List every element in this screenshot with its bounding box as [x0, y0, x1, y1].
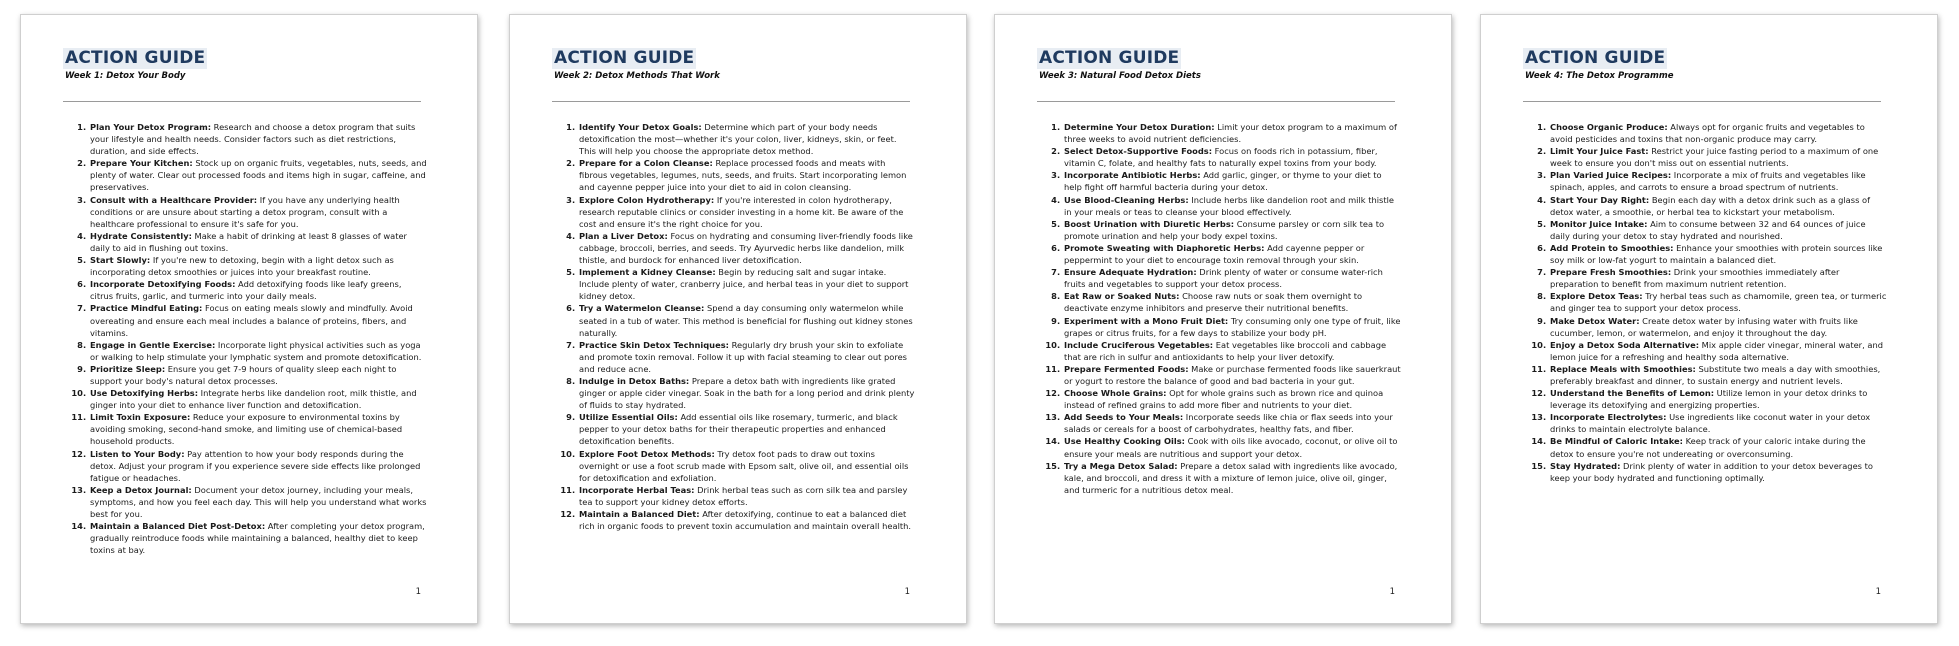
item-label: Incorporate Herbal Teas: [579, 484, 695, 495]
item-text: Incorporate seeds like chia or flax seeds into your salads or cereals for a boost of carbohydrates, healthy fats, and fiber. [1064, 412, 1393, 435]
item-text: Try herbal teas such as chamomile, green tea, or turmeric and ginger tea to support your detox process. [1550, 291, 1887, 314]
item-label: Ensure Adequate Hydration: [1064, 267, 1197, 278]
item-label: Maintain a Balanced Diet: [579, 509, 700, 519]
item-label: Explore Foot Detox Methods: [579, 448, 715, 459]
page-subtitle: Week 2: Detox Methods That Work [554, 71, 720, 81]
list-item [1063, 290, 1401, 314]
item-label: Use Blood-Cleaning Herbs: [1064, 194, 1189, 205]
item-label: Limit Toxin Exposure: [90, 412, 191, 423]
item-label: Promote Sweating with Diaphoretic Herbs: [1064, 242, 1265, 253]
item-text: Try detox foot pads to draw out toxins overnight or use a foot scrub made with Epsom salt, olive oil, and essential oils for detoxification and exfoliation. [579, 448, 909, 483]
item-label: Be Mindful of Caloric Intake: [1550, 436, 1684, 447]
item-text: Pay attention to how your body responds during the detox. Adjust your program if you experience severe side effects like prolonged fatigue or headaches. [90, 448, 421, 483]
item-label: Replace Meals with Smoothies: [1550, 363, 1696, 374]
item-label: Understand the Benefits of Lemon: [1550, 388, 1715, 399]
item-label: Determine Your Detox Duration: [1064, 122, 1215, 132]
page-number: 1 [1389, 587, 1395, 597]
item-label: Stay Hydrated: [1550, 460, 1621, 471]
item-label: Choose Organic Produce: [1550, 122, 1668, 132]
page-week-2 [509, 14, 967, 624]
list-item [1063, 411, 1401, 435]
list-item [578, 411, 916, 447]
page-week-3 [994, 14, 1452, 624]
item-text: Add essential oils like rosemary, turmeric, and black pepper to your detox baths for their therapeutic properties and enhanced detoxification benefits. [579, 412, 898, 447]
list-item [1549, 266, 1887, 290]
page-subtitle: Week 3: Natural Food Detox Diets [1039, 71, 1201, 81]
list-item [89, 121, 427, 157]
item-text: Substitute two meals a day with smoothies, preferably breakfast and dinner, to sustain energy and nutrient levels. [1550, 363, 1881, 386]
list-item [1549, 145, 1887, 169]
item-label: Prepare Your Kitchen: [90, 158, 193, 169]
list-item [1063, 339, 1401, 363]
list-item [89, 302, 427, 338]
list-item [1063, 145, 1401, 169]
item-text: Stock up on organic fruits, vegetables, nuts, seeds, and plenty of water. Clear out processed foods and items high in sugar, caffeine, and preservatives. [90, 158, 427, 193]
item-text: Eat vegetables like broccoli and cabbage that are rich in sulfur and antioxidants to help your liver detoxify. [1064, 339, 1387, 362]
item-label: Identify Your Detox Goals: [579, 122, 702, 132]
item-text: Incorporate light physical activities such as yoga or walking to help stimulate your lymphatic system and promote detoxification. [90, 339, 422, 362]
item-label: Include Cruciferous Vegetables: [1064, 339, 1214, 350]
page-week-1 [20, 14, 478, 624]
item-label: Practice Mindful Eating: [90, 303, 203, 314]
header-divider [1037, 101, 1395, 102]
item-label: Enjoy a Detox Soda Alternative: [1550, 339, 1700, 350]
item-text: Try consuming only one type of fruit, like grapes or citrus fruits, for a few days to stabilize your body pH. [1064, 315, 1401, 338]
item-text: Drink plenty of water in addition to your detox beverages to keep your body hydrated and functioning optimally. [1550, 460, 1873, 483]
item-text: Incorporate a mix of fruits and vegetables like spinach, apples, and carrots to ensure a broad spectrum of nutrients. [1550, 170, 1866, 193]
item-text: Focus on hydrating and consuming liver-friendly foods like cabbage, broccoli, berries, and seeds. Try Ayurvedic herbs like dandelion, milk thistle, and burdock for enhanced liver detoxification. [579, 230, 913, 266]
item-text: Drink your smoothies immediately after preparation to benefit from maximum nutrient retention. [1550, 267, 1840, 290]
item-label: Select Detox-Supportive Foods: [1064, 146, 1213, 157]
list-item [578, 484, 916, 508]
list-item [89, 520, 427, 556]
list-item [578, 230, 916, 266]
item-text: After completing your detox program, gradually reintroduce foods while maintaining a balanced, healthy diet to keep toxins at bay. [90, 521, 425, 556]
list-item [1549, 315, 1887, 339]
item-text: Cook with oils like avocado, coconut, or olive oil to ensure your meals are nutritious and support your detox. [1064, 436, 1398, 459]
item-label: Keep a Detox Journal: [90, 484, 192, 495]
item-label: Maintain a Balanced Diet Post-Detox: [90, 521, 266, 532]
list-item [1549, 363, 1887, 387]
list-item [578, 157, 916, 193]
item-text: Prepare a detox salad with ingredients like avocado, kale, and broccoli, and dress it with a mixture of lemon juice, olive oil, ginger, and turmeric for a nutritious detox meal. [1064, 460, 1398, 495]
list-item [1063, 460, 1401, 496]
item-text: Replace processed foods and meats with fibrous vegetables, legumes, nuts, seeds, and fruits. Start incorporating lemon and cayenne pepper juice into your diet to aid in colon cleansing. [579, 158, 907, 193]
list-item [1549, 290, 1887, 314]
item-label: Prepare Fresh Smoothies: [1550, 267, 1672, 278]
list-item [1549, 218, 1887, 242]
page-header [1523, 48, 1673, 81]
item-label: Hydrate Consistently: [90, 230, 192, 241]
list-item [1549, 339, 1887, 363]
list-item [1063, 194, 1401, 218]
page-subtitle: Week 4: The Detox Programme [1525, 71, 1674, 81]
item-text: Integrate herbs like dandelion root, milk thistle, and ginger into your diet to enhance liver function and detoxification. [90, 388, 417, 411]
item-label: Use Healthy Cooking Oils: [1064, 436, 1185, 447]
item-label: Indulge in Detox Baths: [579, 375, 690, 386]
item-label: Limit Your Juice Fast: [1550, 146, 1649, 157]
item-label: Eat Raw or Soaked Nuts: [1064, 291, 1180, 302]
item-label: Plan Varied Juice Recipes: [1550, 170, 1672, 181]
item-label: Try a Mega Detox Salad: [1064, 460, 1178, 471]
action-list [1037, 121, 1401, 496]
item-label: Start Your Day Right: [1550, 194, 1650, 205]
item-text: Opt for whole grains such as brown rice and quinoa instead of refined grains to add more fiber and nutrients to your diet. [1064, 388, 1384, 411]
header-divider [552, 101, 910, 102]
item-label: Add Seeds to Your Meals: [1064, 412, 1184, 423]
item-label: Prioritize Sleep: [90, 363, 166, 374]
list-item [89, 254, 427, 278]
list-item [1549, 460, 1887, 484]
action-list [552, 121, 916, 532]
item-label: Incorporate Electrolytes: [1550, 412, 1667, 423]
item-text: Begin each day with a detox drink such as a glass of detox water, a smoothie, or herbal tea to kickstart your metabolism. [1550, 194, 1871, 217]
item-text: Research and choose a detox program that suits your lifestyle and health needs. Consider factors such as diet restrictions, duration, and side effects. [90, 122, 416, 157]
item-label: Plan Your Detox Program: [90, 122, 212, 132]
list-item [1063, 121, 1401, 145]
item-label: Implement a Kidney Cleanse: [579, 267, 716, 278]
item-text: Keep track of your caloric intake during the detox to ensure you're not undereating or overconsuming. [1550, 436, 1866, 459]
item-text: Determine which part of your body needs detoxification the most—whether it's your colon, liver, kidneys, skin, or feet. This will help you choose the appropriate detox method. [579, 122, 897, 157]
item-label: Monitor Juice Intake: [1550, 218, 1648, 229]
item-label: Boost Urination with Diuretic Herbs: [1064, 218, 1235, 229]
page-header [1037, 48, 1201, 81]
list-item [89, 448, 427, 484]
item-label: Experiment with a Mono Fruit Diet: [1064, 315, 1229, 326]
item-text: Add detoxifying foods like leafy greens, citrus fruits, garlic, and turmeric into your daily meals. [90, 279, 402, 302]
item-label: Add Protein to Smoothies: [1550, 242, 1674, 253]
action-list [1523, 121, 1887, 484]
item-label: Incorporate Detoxifying Foods: [90, 279, 236, 290]
item-text: Create detox water by infusing water with fruits like cucumber, lemon, or watermelon, and enjoy it throughout the day. [1550, 315, 1858, 338]
item-label: Explore Detox Teas: [1550, 291, 1643, 302]
list-item [89, 157, 427, 193]
item-label: Choose Whole Grains: [1064, 388, 1167, 399]
list-item [89, 387, 427, 411]
list-item [1063, 363, 1401, 387]
list-item [578, 339, 916, 375]
item-label: Listen to Your Body: [90, 448, 185, 459]
item-text: If you're interested in colon hydrotherapy, research reputable clinics or consider investing in a home kit. Be aware of the cost and ensure it's the right choice for you. [579, 194, 904, 229]
item-text: If you're new to detoxing, begin with a light detox such as incorporating detox smoothies or juices into your breakfast routine. [90, 255, 394, 278]
item-text: Make or purchase fermented foods like sauerkraut or yogurt to restore the balance of good and bad bacteria in your gut. [1064, 363, 1401, 386]
item-text: Document your detox journey, including your meals, symptoms, and how you feel each day. This will help you understand what works best for you. [90, 484, 427, 519]
page-week-4 [1480, 14, 1938, 624]
item-text: Use ingredients like coconut water in your detox drinks to maintain electrolyte balance. [1550, 412, 1871, 435]
list-item [1549, 169, 1887, 193]
list-item [89, 230, 427, 254]
list-item [1063, 218, 1401, 242]
list-item [1549, 387, 1887, 411]
item-text: Begin by reducing salt and sugar intake. Include plenty of water, cranberry juice, and herbal teas in your diet to support kidney detox. [579, 267, 909, 302]
item-label: Plan a Liver Detox: [579, 230, 668, 241]
list-item [1063, 387, 1401, 411]
item-label: Explore Colon Hydrotherapy: [579, 194, 715, 205]
item-label: Make Detox Water: [1550, 315, 1640, 326]
item-label: Use Detoxifying Herbs: [90, 388, 199, 399]
page-title: ACTION GUIDE [1525, 48, 1666, 68]
item-text: Drink plenty of water or consume water-rich fruits and vegetables to support your detox process. [1064, 267, 1383, 290]
item-text: If you have any underlying health conditions or are unsure about starting a detox program, consult with a healthcare professional to ensure it's safe for you. [90, 194, 400, 229]
page-header [552, 48, 720, 81]
item-text: Limit your detox program to a maximum of three weeks to avoid nutrient deficiencies. [1064, 122, 1397, 145]
list-item [578, 266, 916, 302]
list-item [1549, 435, 1887, 459]
list-item [578, 302, 916, 338]
item-text: Add cayenne pepper or peppermint to your diet to encourage toxin removal through your skin. [1064, 242, 1365, 266]
item-label: Try a Watermelon Cleanse: [579, 303, 705, 314]
item-text: Regularly dry brush your skin to exfoliate and promote toxin removal. Follow it up with facial steaming to clear out pores and reduce acne. [579, 339, 907, 374]
list-item [1063, 266, 1401, 290]
item-text: Mix apple cider vinegar, mineral water, and lemon juice for a refreshing and healthy soda alternative. [1550, 339, 1883, 362]
page-title: ACTION GUIDE [554, 48, 695, 68]
list-item [1549, 194, 1887, 218]
item-text: Prepare a detox bath with ingredients like grated ginger or apple cider vinegar. Soak in the bath for a long period and drink plenty of fluids to stay hydrated. [579, 375, 915, 411]
list-item [1063, 169, 1401, 193]
list-item [89, 411, 427, 447]
page-subtitle: Week 1: Detox Your Body [65, 71, 186, 81]
list-item [578, 194, 916, 230]
page-number: 1 [415, 587, 421, 597]
list-item [89, 339, 427, 363]
list-item [89, 194, 427, 230]
list-item [1549, 121, 1887, 145]
list-item [1063, 315, 1401, 339]
list-item [578, 508, 916, 532]
item-label: Practice Skin Detox Techniques: [579, 339, 729, 350]
page-number: 1 [1875, 587, 1881, 597]
action-list [63, 121, 427, 556]
list-item [578, 448, 916, 484]
item-text: Ensure you get 7-9 hours of quality sleep each night to support your body's natural detox processes. [90, 363, 397, 386]
item-text: Choose raw nuts or soak them overnight to deactivate enzyme inhibitors and preserve their nutritional benefits. [1064, 291, 1363, 314]
list-item [89, 363, 427, 387]
item-text: Utilize lemon in your detox drinks to leverage its detoxifying and energizing properties. [1550, 388, 1868, 411]
header-divider [1523, 101, 1881, 102]
list-item [89, 278, 427, 302]
list-item [1549, 242, 1887, 266]
list-item [1063, 435, 1401, 459]
list-item [1063, 242, 1401, 266]
list-item [578, 375, 916, 411]
item-text: Always opt for organic fruits and vegetables to avoid pesticides and toxins that non-organic produce may carry. [1550, 122, 1865, 145]
item-label: Consult with a Healthcare Provider: [90, 194, 258, 205]
item-text: Focus on foods rich in potassium, fiber, vitamin C, folate, and healthy fats to naturally expel toxins from your body. [1064, 146, 1378, 169]
item-text: Include herbs like dandelion root and milk thistle in your meals or teas to cleanse your blood effectively. [1064, 194, 1395, 217]
page-title: ACTION GUIDE [1039, 48, 1180, 68]
item-text: Enhance your smoothies with protein sources like soy milk or low-fat yogurt to maintain a balanced diet. [1550, 242, 1883, 266]
item-label: Incorporate Antibiotic Herbs: [1064, 170, 1201, 181]
page-number: 1 [904, 587, 910, 597]
item-text: Spend a day consuming only watermelon while seated in a tub of water. This method is beneficial for flushing out kidney stones naturally. [579, 303, 913, 338]
item-text: Aim to consume between 32 and 64 ounces of juice daily during your detox to stay hydrated and nourished. [1550, 218, 1866, 241]
list-item [1549, 411, 1887, 435]
item-text: Consume parsley or corn silk tea to promote urination and help your body expel toxins. [1064, 218, 1385, 241]
item-text: Focus on eating meals slowly and mindfully. Avoid overeating and ensure each meal includes a balance of proteins, fibers, and vitamins. [90, 303, 413, 338]
item-label: Utilize Essential Oils: [579, 412, 678, 423]
item-text: Reduce your exposure to environmental toxins by avoiding smoking, second-hand smoke, and limiting use of chemical-based household products. [90, 412, 403, 447]
list-item [89, 484, 427, 520]
item-label: Prepare Fermented Foods: [1064, 363, 1189, 374]
header-divider [63, 101, 421, 102]
page-header [63, 48, 207, 81]
item-label: Start Slowly: [90, 255, 151, 266]
item-text: Add garlic, ginger, or thyme to your diet to help fight off harmful bacteria during your detox. [1064, 170, 1382, 193]
item-text: After detoxifying, continue to eat a balanced diet rich in organic foods to prevent toxin accumulation and maintain overall health. [579, 509, 912, 532]
item-text: Drink herbal teas such as corn silk tea and parsley tea to support your kidney detox efforts. [579, 484, 908, 507]
item-label: Prepare for a Colon Cleanse: [579, 158, 713, 169]
item-text: Restrict your juice fasting period to a maximum of one week to ensure you don't miss out on essential nutrients. [1550, 146, 1879, 169]
item-label: Engage in Gentle Exercise: [90, 339, 216, 350]
page-title: ACTION GUIDE [65, 48, 206, 68]
item-text: Make a habit of drinking at least 8 glasses of water daily to aid in flushing out toxins. [90, 230, 407, 253]
list-item [578, 121, 916, 157]
